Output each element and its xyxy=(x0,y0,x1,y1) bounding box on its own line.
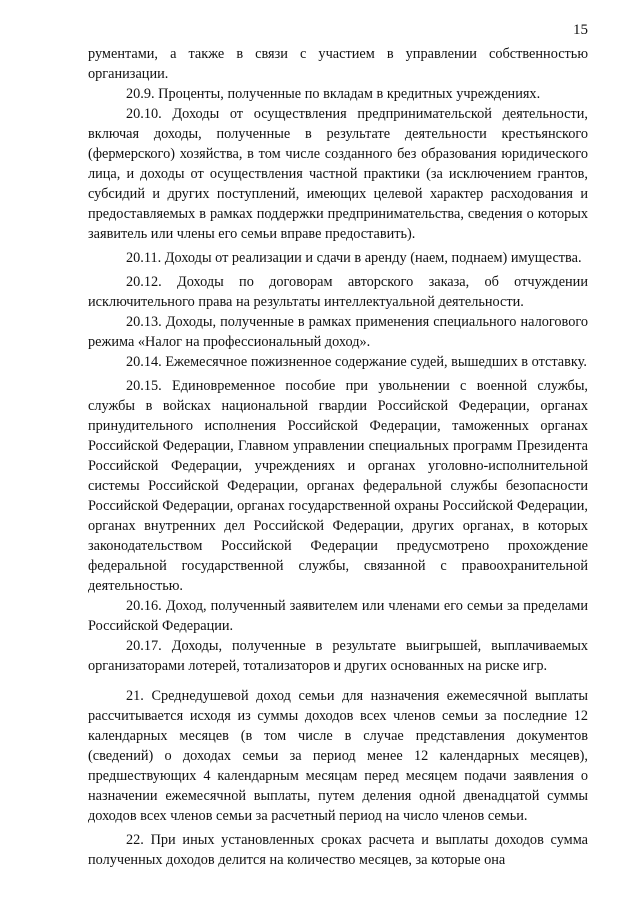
paragraph-continuation: рументами, а также в связи с участием в управлении собственностью организации. xyxy=(88,46,588,82)
paragraph-20-15: 20.15. Единовременное пособие при увольнении с военной службы, службы в войсках национальной гвардии Российской Федерации, органах принудительного исполнения Российской Федерации, таможенных органах Российской Федерации, Главном управлении специальных программ Президента Российской Федерации, учреждениях и органах уголовно-исполнительной системы Российской Федерации, органах федеральной службы безопасности Российской Федерации, органах государственной охраны Российской Федерации, органах внутренних дел Российской Федерации, других органах, в которых законодательством Российской Федерации предусмотрено прохождение федеральной государственной службы, связанной с правоохранительной деятельностью. xyxy=(88,378,588,594)
paragraph-20-10: 20.10. Доходы от осуществления предпринимательской деятельности, включая доходы, полученные в результате деятельности крестьянского (фермерского) хозяйства, в том числе созданного без образования юридического лица, и доходы от осуществления частной практики (за исключением грантов, субсидий и других поступлений, имеющих целевой характер расходования и предоставляемых в рамках поддержки предпринимательства, сведения о которых заявитель или члены его семьи вправе предоставить). xyxy=(88,106,588,242)
paragraph-20-11: 20.11. Доходы от реализации и сдачи в аренду (наем, поднаем) имущества. xyxy=(126,250,582,266)
paragraph-20-12: 20.12. Доходы по договорам авторского заказа, об отчуждении исключительного права на результаты интеллектуальной деятельности. xyxy=(88,274,588,310)
page-number: 15 xyxy=(573,22,588,38)
paragraph-21: 21. Среднедушевой доход семьи для назначения ежемесячной выплаты рассчитывается исходя из суммы доходов всех членов семьи за последние 12 календарных месяцев (в том числе в случае представления документов (сведений) о доходах семьи за период менее 12 календарных месяцев), предшествующих 4 календарным месяцам перед месяцем подачи заявления о назначении ежемесячной выплаты, путем деления одной двенадцатой суммы доходов всех членов семьи за расчетный период на число членов семьи. xyxy=(88,688,588,824)
document-body xyxy=(88,44,588,870)
paragraph-22: 22. При иных установленных сроках расчета и выплаты доходов сумма полученных доходов делится на количество месяцев, за которые она xyxy=(88,832,588,868)
paragraph-20-17: 20.17. Доходы, полученные в результате выигрышей, выплачиваемых организаторами лотерей, тотализаторов и других основанных на риске игр. xyxy=(88,638,588,674)
paragraph-20-14: 20.14. Ежемесячное пожизненное содержание судей, вышедших в отставку. xyxy=(126,354,587,370)
paragraph-20-9: 20.9. Проценты, полученные по вкладам в кредитных учреждениях. xyxy=(126,86,541,102)
paragraph-20-13: 20.13. Доходы, полученные в рамках применения специального налогового режима «Налог на профессиональный доход». xyxy=(88,314,588,350)
paragraph-20-16: 20.16. Доход, полученный заявителем или членами его семьи за пределами Российской Федерации. xyxy=(88,598,588,634)
